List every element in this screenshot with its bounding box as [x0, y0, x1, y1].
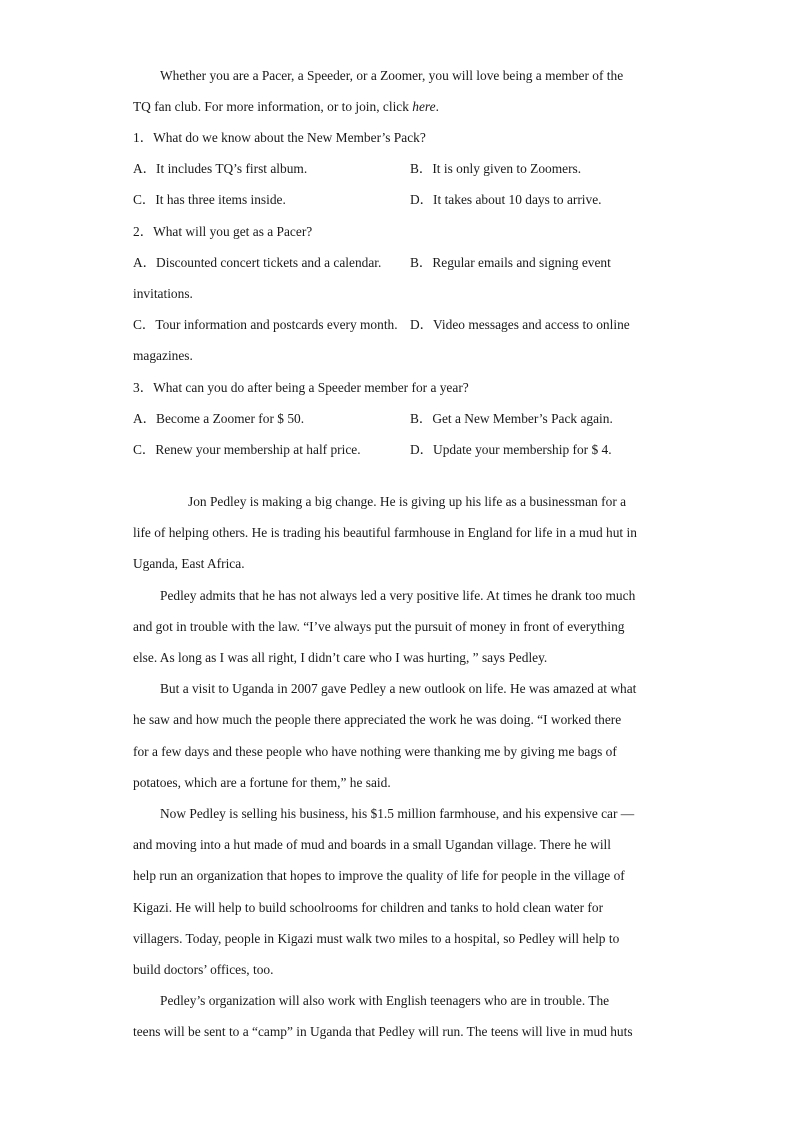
intro-line-2	[133, 97, 439, 117]
question-3-option-a: A．Become a Zoomer for $ 50.	[133, 411, 305, 426]
passage-b-line: teens will be sent to a “camp” in Uganda that Pedley will run. The teens will live in mud huts	[133, 1024, 633, 1039]
intro-line-1: Whether you are a Pacer, a Speeder, or a Zoomer, you will love being a member of the	[160, 68, 624, 83]
passage-b-line: Jon Pedley is making a big change. He is giving up his life as a businessman for a	[188, 494, 627, 509]
question-3-option-c: C．Renew your membership at half price.	[133, 442, 361, 457]
question-3-stem: 3．What can you do after being a Speeder member for a year?	[133, 380, 469, 395]
passage-b-line: Pedley’s organization will also work with English teenagers who are in trouble. The	[160, 993, 610, 1008]
passage-b-line: potatoes, which are a fortune for them,” he said.	[133, 775, 391, 790]
passage-b-line: But a visit to Uganda in 2007 gave Pedley a new outlook on life. He was amazed at what	[160, 681, 637, 696]
question-1-option-d: D．It takes about 10 days to arrive.	[410, 192, 602, 207]
question-3-option-b: B．Get a New Member’s Pack again.	[410, 411, 613, 426]
passage-b-line: help run an organization that hopes to improve the quality of life for people in the village of	[133, 868, 625, 883]
question-3-option-d: D．Update your membership for $ 4.	[410, 442, 612, 457]
question-2-option-a: A．Discounted concert tickets and a calendar.	[133, 255, 382, 270]
passage-b-line: he saw and how much the people there appreciated the work he was doing. “I worked there	[133, 712, 622, 727]
passage-b-line: life of helping others. He is trading his beautiful farmhouse in England for life in a mud hut in	[133, 525, 637, 540]
question-2-option-d-cont: magazines.	[133, 348, 193, 363]
passage-b-line: build doctors’ offices, too.	[133, 962, 274, 977]
question-1-option-a: A．It includes TQ’s first album.	[133, 161, 308, 176]
passage-b-line: villagers. Today, people in Kigazi must walk two miles to a hospital, so Pedley will help to	[133, 931, 620, 946]
question-1-option-c: C．It has three items inside.	[133, 192, 286, 207]
question-1-stem: 1．What do we know about the New Member’s Pack?	[133, 130, 426, 145]
intro-period: .	[435, 99, 439, 114]
join-link[interactable]: here	[412, 99, 436, 114]
question-2-option-c: C．Tour information and postcards every month.	[133, 317, 398, 332]
passage-b-line: Uganda, East Africa.	[133, 556, 245, 571]
question-1-option-b: B．It is only given to Zoomers.	[410, 161, 582, 176]
passage-b-line: Now Pedley is selling his business, his $1.5 million farmhouse, and his expensive car —	[160, 806, 635, 821]
passage-b-line: Pedley admits that he has not always led a very positive life. At times he drank too much	[160, 588, 636, 603]
passage-b-line: for a few days and these people who have nothing were thanking me by giving me bags of	[133, 744, 617, 759]
intro-text: TQ fan club. For more information, or to join, click	[133, 99, 413, 114]
question-2-option-d: D．Video messages and access to online	[410, 317, 630, 332]
passage-b-line: else. As long as I was all right, I didn’t care who I was hurting, ” says Pedley.	[133, 650, 548, 665]
passage-b-line: and got in trouble with the law. “I’ve always put the pursuit of money in front of everything	[133, 619, 625, 634]
question-2-option-b-cont: invitations.	[133, 286, 193, 301]
question-2-option-b: B．Regular emails and signing event	[410, 255, 611, 270]
passage-b-line: Kigazi. He will help to build schoolrooms for children and tanks to hold clean water for	[133, 900, 604, 915]
question-2-stem: 2．What will you get as a Pacer?	[133, 224, 313, 239]
passage-b-line: and moving into a hut made of mud and boards in a small Ugandan village. There he will	[133, 837, 611, 852]
